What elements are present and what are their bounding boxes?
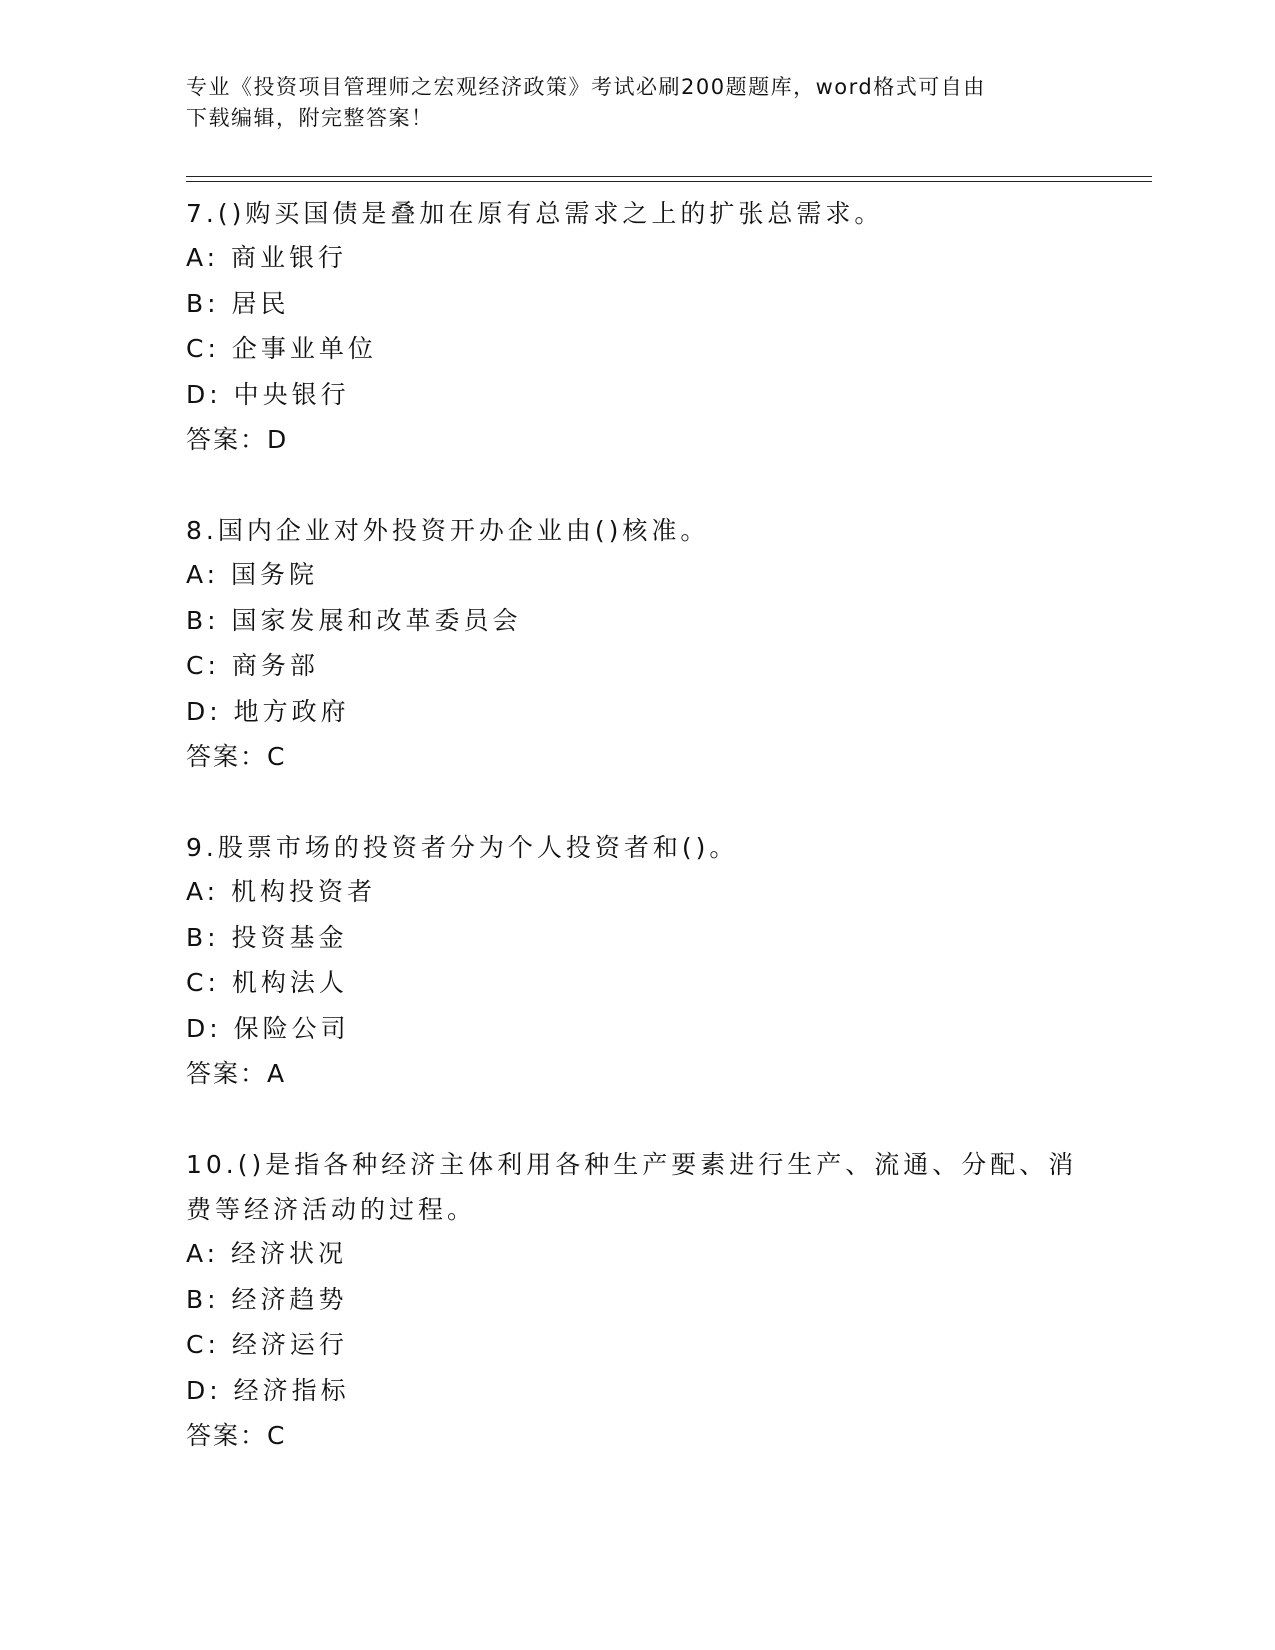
question-stem: 8.国内企业对外投资开办企业由()核准。 (186, 516, 710, 545)
question-8 (186, 507, 1086, 780)
answer-line: 答案：A (186, 1059, 287, 1088)
option-a: A: 机构投资者 (186, 877, 377, 906)
question-stem: 7.()购买国债是叠加在原有总需求之上的扩张总需求。 (186, 199, 884, 228)
question-stem-line-2: 费等经济活动的过程。 (186, 1195, 477, 1224)
answer-line: 答案：C (186, 742, 287, 771)
option-c: C: 机构法人 (186, 968, 348, 997)
question-10 (186, 1141, 1086, 1459)
answer-line: 答案：C (186, 1421, 287, 1450)
option-b: B: 经济趋势 (186, 1284, 348, 1314)
option-d: D: 中央银行 (186, 379, 350, 409)
option-b: B: 投资基金 (186, 922, 348, 952)
header-line-1: 专业《投资项目管理师之宏观经济政策》考试必刷200题题库，word格式可自由 (186, 75, 986, 99)
header-divider-top (186, 176, 1152, 177)
question-9 (186, 824, 1086, 1097)
option-c: C: 经济运行 (186, 1330, 348, 1359)
option-d: D: 经济指标 (186, 1375, 350, 1405)
option-a: A: 经济状况 (186, 1239, 348, 1268)
question-stem-line-1: 10.()是指各种经济主体利用各种生产要素进行生产、流通、分配、消 (186, 1150, 1078, 1179)
option-d: D: 地方政府 (186, 696, 350, 726)
question-list (186, 190, 1086, 1503)
option-b: B: 居民 (186, 288, 290, 318)
header-divider-bottom (186, 181, 1152, 182)
option-d: D: 保险公司 (186, 1013, 350, 1043)
option-a: A: 商业银行 (186, 243, 348, 272)
question-stem: 9.股票市场的投资者分为个人投资者和()。 (186, 833, 739, 862)
option-a: A: 国务院 (186, 560, 319, 589)
option-c: C: 企事业单位 (186, 334, 377, 363)
header-line-2: 下载编辑，附完整答案！ (186, 106, 434, 130)
answer-line: 答案：D (186, 425, 289, 454)
document-header (186, 72, 1066, 134)
question-7 (186, 190, 1086, 463)
option-c: C: 商务部 (186, 651, 319, 680)
option-b: B: 国家发展和改革委员会 (186, 605, 522, 635)
